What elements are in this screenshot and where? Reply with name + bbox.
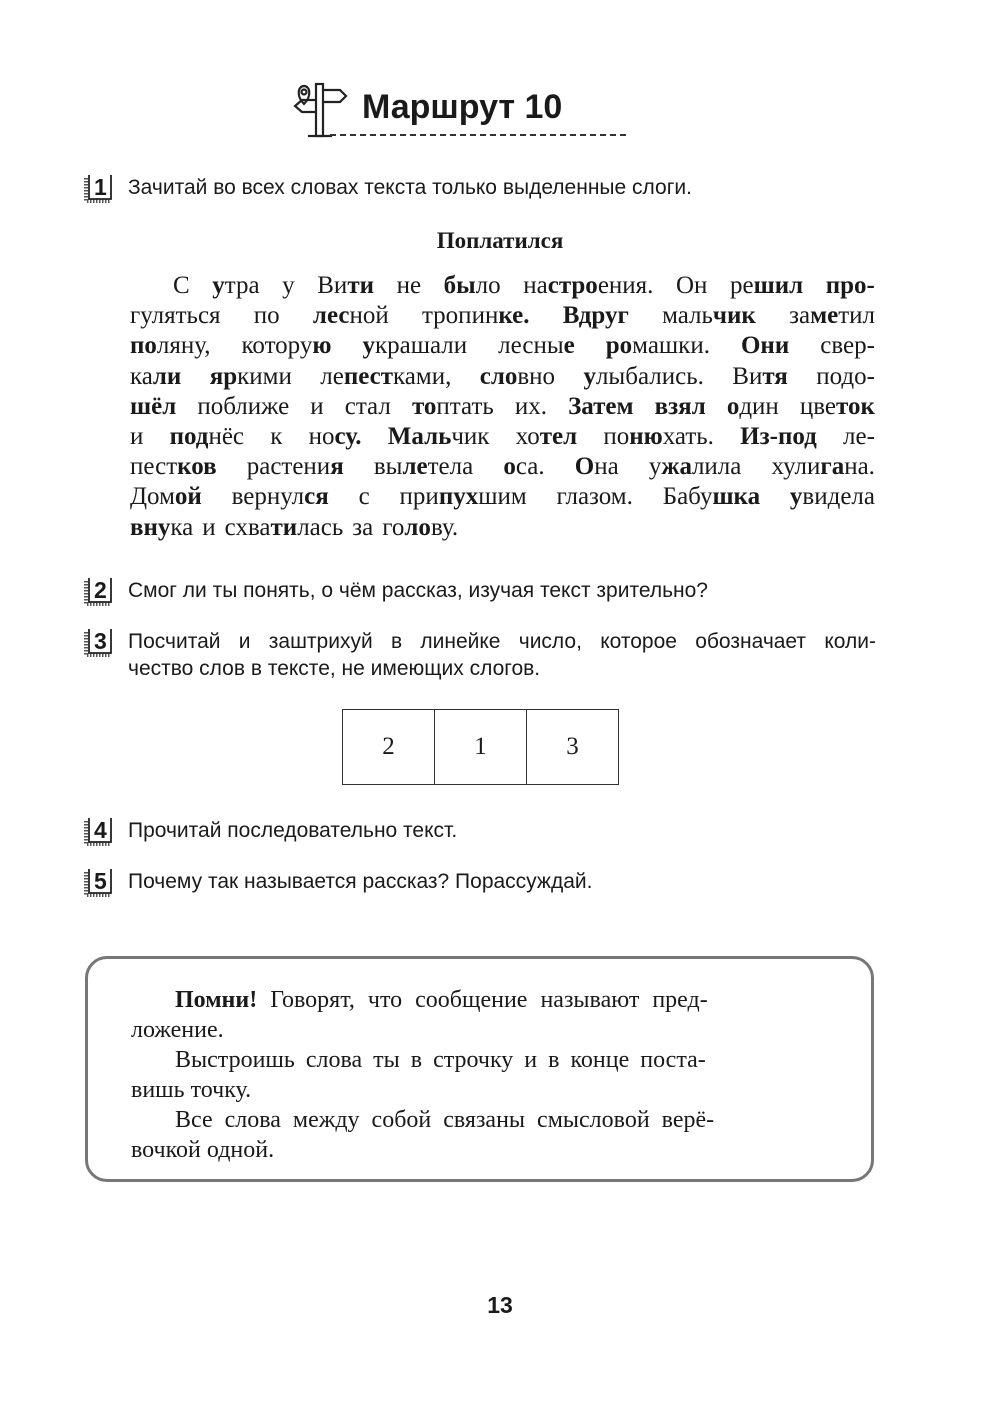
title-underline xyxy=(330,134,626,136)
story-word xyxy=(727,392,779,422)
story-word xyxy=(603,422,714,452)
story-word xyxy=(212,271,259,301)
highlighted-syllable: стро xyxy=(547,272,598,299)
story-word xyxy=(320,362,451,392)
remember-text: Говорят, что сообщение называют пред- xyxy=(270,987,708,1013)
task-number: 3 xyxy=(94,628,107,654)
remember-text: вочкой одной. xyxy=(131,1137,275,1163)
plain-syllable: гуляться xyxy=(130,302,221,330)
story-word xyxy=(374,452,473,482)
story-word xyxy=(655,392,706,422)
plain-syllable: за xyxy=(789,302,811,330)
plain-syllable: Он xyxy=(676,272,708,299)
highlighted-syllable: яр xyxy=(209,362,238,390)
highlighted-syllable: е xyxy=(563,332,575,360)
story-word xyxy=(563,301,629,331)
plain-syllable: ка xyxy=(130,362,153,390)
plain-syllable: на. xyxy=(844,453,875,481)
story-word xyxy=(606,331,710,361)
plain-syllable: к xyxy=(270,423,283,451)
remember-text: ложение. xyxy=(131,1017,224,1043)
story-word xyxy=(352,513,373,543)
task-number: 1 xyxy=(94,174,107,200)
story-word xyxy=(741,331,789,361)
story-line xyxy=(130,301,875,331)
story-word xyxy=(732,362,788,392)
plain-syllable: тропин xyxy=(421,302,499,330)
highlighted-syllable: у xyxy=(789,483,803,511)
page-number: 13 xyxy=(487,1292,513,1318)
plain-syllable: цве xyxy=(799,392,837,420)
story-word xyxy=(362,331,467,361)
highlighted-syllable: ле xyxy=(402,453,428,481)
remember-text: Выстроишь слова ты в строчку и в конце поста- xyxy=(175,1047,706,1073)
plain-syllable: у xyxy=(282,272,295,299)
task-number: 5 xyxy=(94,868,107,894)
story-line xyxy=(130,452,875,482)
highlighted-syllable: о xyxy=(503,453,516,481)
story-word xyxy=(247,452,344,482)
story-word xyxy=(422,301,530,331)
plain-syllable: ками, xyxy=(393,362,452,390)
signpost-icon xyxy=(290,82,350,140)
highlighted-syllable: ти xyxy=(347,272,374,299)
highlighted-syllable: ли xyxy=(152,362,182,390)
highlighted-syllable: взял xyxy=(654,392,706,420)
plain-syllable: тела xyxy=(427,453,474,481)
highlighted-syllable: сло xyxy=(479,362,518,390)
plain-syllable: на xyxy=(594,453,619,481)
route-header xyxy=(290,82,630,142)
story-word xyxy=(568,392,633,422)
story-word xyxy=(676,271,707,301)
plain-syllable: Дом xyxy=(130,483,175,511)
story-word xyxy=(498,331,575,361)
story-text xyxy=(130,271,875,543)
highlighted-syllable: пух xyxy=(438,483,479,511)
highlighted-syllable: ке. xyxy=(498,302,530,330)
remember-text: Все слова между собой связаны смысловой верё- xyxy=(175,1107,715,1133)
number-cell[interactable]: 2 xyxy=(343,710,435,785)
story-word xyxy=(523,271,653,301)
plain-syllable: ре xyxy=(730,272,754,299)
story-line xyxy=(130,271,875,301)
task-text-line-1 xyxy=(128,628,876,655)
plain-syllable: маль xyxy=(662,302,713,330)
task-number: 4 xyxy=(94,817,107,843)
story-word xyxy=(130,482,202,512)
number-cell[interactable]: 3 xyxy=(527,710,619,785)
story-word xyxy=(317,271,374,301)
task-word: заштрихуй xyxy=(268,630,373,653)
highlighted-syllable: ой xyxy=(174,483,202,511)
story-line xyxy=(130,362,875,392)
story-word xyxy=(130,362,181,392)
remember-text: вишь точку. xyxy=(131,1077,252,1103)
highlighted-syllable: су. xyxy=(334,423,362,451)
highlighted-syllable: шёл xyxy=(130,392,177,420)
highlighted-syllable: ти xyxy=(270,513,298,541)
plain-syllable: дин xyxy=(739,392,779,420)
plain-syllable: ло xyxy=(475,272,501,299)
plain-syllable: хули xyxy=(771,453,821,481)
highlighted-syllable: то xyxy=(411,392,437,420)
story-word xyxy=(130,452,217,482)
story-word xyxy=(820,331,875,361)
plain-syllable: растени xyxy=(246,453,331,481)
plain-syllable: лыбались. xyxy=(595,362,704,390)
plain-syllable: тра xyxy=(224,272,260,299)
highlighted-syllable: о xyxy=(726,392,740,420)
plain-syllable: го xyxy=(382,513,405,541)
story-word xyxy=(282,271,295,301)
plain-syllable: тил xyxy=(838,302,875,330)
plain-syllable: схва xyxy=(224,513,271,541)
story-word xyxy=(130,513,193,543)
plain-syllable: с xyxy=(358,483,370,511)
plain-syllable: Ви xyxy=(317,272,348,299)
page-title: Маршрут 10 xyxy=(362,88,563,126)
story-word xyxy=(557,482,633,512)
highlighted-syllable: Из-под xyxy=(740,423,817,451)
story-title: Поплатился xyxy=(436,228,564,253)
story-line xyxy=(130,482,875,512)
story-word xyxy=(515,392,547,422)
plain-syllable: нёс xyxy=(208,423,245,451)
story-line xyxy=(130,422,875,452)
story-word xyxy=(242,331,332,361)
plain-syllable: стал xyxy=(344,392,391,420)
plain-syllable: их. xyxy=(514,392,547,420)
plain-syllable: пест xyxy=(130,453,178,481)
story-word xyxy=(649,452,742,482)
story-word xyxy=(400,482,527,512)
story-word xyxy=(345,392,391,422)
story-word xyxy=(210,362,292,392)
highlighted-syllable: Вдруг xyxy=(562,302,629,330)
highlighted-syllable: я xyxy=(330,453,344,481)
task-text-line xyxy=(128,628,876,655)
story-word xyxy=(789,301,875,331)
plain-syllable: хо xyxy=(515,423,540,451)
plain-syllable: Бабу xyxy=(662,483,713,511)
plain-syllable: свер- xyxy=(820,332,875,360)
task-text: Почему так называется рассказ? Порассуждай. xyxy=(128,870,593,893)
plain-syllable: у xyxy=(648,453,662,481)
task-word: и xyxy=(238,630,251,653)
plain-syllable: ву. xyxy=(430,513,459,541)
story-word xyxy=(270,422,282,452)
story-word xyxy=(772,452,875,482)
story-word xyxy=(843,422,875,452)
story-word xyxy=(310,392,323,422)
highlighted-syllable: под xyxy=(169,423,209,451)
highlighted-syllable: ме xyxy=(810,302,839,330)
plain-syllable: С xyxy=(173,272,190,299)
story-word xyxy=(444,271,501,301)
task-word: число, xyxy=(518,630,582,653)
story-word xyxy=(503,452,544,482)
story-word xyxy=(663,482,760,512)
story-word xyxy=(254,301,280,331)
plain-syllable: ле xyxy=(320,362,344,390)
plain-syllable: и xyxy=(310,392,324,420)
story-word xyxy=(730,271,803,301)
task-text-line-2: чество слов в тексте, не имеющих слогов. xyxy=(128,657,541,680)
highlighted-syllable: ню xyxy=(629,423,663,451)
story-word xyxy=(790,482,875,512)
plain-syllable: по xyxy=(603,423,630,451)
plain-syllable: и xyxy=(202,513,216,541)
plain-syllable: лила xyxy=(691,453,742,481)
plain-syllable: ле- xyxy=(843,423,875,451)
plain-syllable: шим xyxy=(478,483,527,511)
story-word xyxy=(173,271,190,301)
plain-syllable: видела xyxy=(802,483,875,511)
highlighted-syllable: ю xyxy=(312,332,332,360)
plain-syllable: за xyxy=(352,513,374,541)
plain-syllable: вы xyxy=(373,453,403,481)
highlighted-syllable: про- xyxy=(825,272,875,299)
highlighted-syllable: у xyxy=(212,272,225,299)
remember-label: Помни! xyxy=(175,987,258,1013)
highlighted-syllable: га xyxy=(820,453,845,481)
task-text: Зачитай во всех словах текста только выделенные слоги. xyxy=(128,176,692,199)
task-word: в xyxy=(390,630,403,653)
plain-syllable: ка xyxy=(170,513,194,541)
story-word xyxy=(826,271,875,301)
task-text: Прочитай последовательно текст. xyxy=(128,819,458,842)
plain-syllable: и xyxy=(130,423,144,451)
plain-syllable: ляну, xyxy=(156,332,211,360)
plain-syllable: кими xyxy=(237,362,292,390)
story-word xyxy=(583,362,703,392)
story-word xyxy=(662,301,756,331)
plain-syllable: машки. xyxy=(632,332,710,360)
plain-syllable: поближе xyxy=(197,392,290,420)
remember-paragraph-3 xyxy=(131,1105,831,1165)
plain-syllable: са. xyxy=(515,453,545,481)
task-text: Смог ли ты понять, о чём рассказ, изучая текст зрительно? xyxy=(128,579,708,602)
plain-syllable: котору xyxy=(241,332,313,360)
highlighted-syllable: тя xyxy=(762,362,788,390)
story-word xyxy=(480,362,555,392)
highlighted-syllable: жа xyxy=(661,453,692,481)
story-line xyxy=(130,331,875,361)
task-number: 2 xyxy=(94,577,107,603)
plain-syllable: ной xyxy=(349,302,389,330)
highlighted-syllable: Они xyxy=(740,332,790,360)
story-word xyxy=(170,422,244,452)
highlighted-syllable: у xyxy=(583,362,596,390)
plain-syllable: не xyxy=(396,272,422,299)
task-word: Посчитай xyxy=(128,630,221,653)
highlighted-syllable: бы xyxy=(443,272,476,299)
plain-syllable: хать. xyxy=(662,423,714,451)
plain-syllable: Ви xyxy=(732,362,763,390)
story-word xyxy=(130,301,221,331)
highlighted-syllable: ся xyxy=(304,483,329,511)
story-word xyxy=(388,422,490,452)
story-word xyxy=(232,482,329,512)
plain-syllable: но xyxy=(308,423,335,451)
remember-paragraph-2 xyxy=(131,1045,831,1105)
story-word xyxy=(412,392,494,422)
highlighted-syllable: Маль xyxy=(387,423,452,451)
highlighted-syllable: пест xyxy=(343,362,394,390)
story-word xyxy=(130,422,143,452)
story-word xyxy=(309,422,362,452)
plain-syllable: лесны xyxy=(498,332,564,360)
highlighted-syllable: ток xyxy=(836,392,875,420)
highlighted-syllable: ло xyxy=(404,513,431,541)
task-word: линейке xyxy=(420,630,501,653)
story-word xyxy=(575,452,619,482)
remember-line xyxy=(131,985,831,1015)
number-cell[interactable]: 1 xyxy=(435,710,527,785)
plain-syllable: чик xyxy=(451,423,490,451)
plain-syllable: при xyxy=(399,483,439,511)
highlighted-syllable: шил xyxy=(753,272,804,299)
highlighted-syllable: лес xyxy=(312,302,350,330)
story-line xyxy=(130,392,875,422)
story-word xyxy=(382,513,458,543)
highlighted-syllable: тел xyxy=(539,423,578,451)
story-word xyxy=(800,392,875,422)
highlighted-syllable: ро xyxy=(605,332,633,360)
story-word xyxy=(740,422,817,452)
plain-syllable: вернул xyxy=(231,483,305,511)
story-word xyxy=(816,362,875,392)
story-word xyxy=(197,392,289,422)
task-word: которое xyxy=(600,630,677,653)
plain-syllable: крашали xyxy=(374,332,468,360)
plain-syllable: лась xyxy=(297,513,344,541)
remember-paragraph-1 xyxy=(131,985,831,1045)
story-word xyxy=(130,392,176,422)
highlighted-syllable: О xyxy=(574,453,595,481)
story-line xyxy=(130,513,875,543)
plain-syllable: глазом. xyxy=(556,483,633,511)
story-word xyxy=(359,482,370,512)
highlighted-syllable: вну xyxy=(130,513,171,541)
story-word xyxy=(202,513,215,543)
highlighted-syllable: Затем xyxy=(568,392,634,420)
story-word xyxy=(130,331,211,361)
story-word xyxy=(516,422,577,452)
plain-syllable: вно xyxy=(517,362,556,390)
highlighted-syllable: шка xyxy=(712,483,761,511)
highlighted-syllable: у xyxy=(362,332,375,360)
remember-box xyxy=(85,956,874,1182)
task-word: коли- xyxy=(824,630,876,653)
task-text xyxy=(128,628,878,682)
highlighted-syllable: ков xyxy=(177,453,217,481)
number-line xyxy=(342,709,619,785)
plain-syllable: птать xyxy=(436,392,494,420)
story-word xyxy=(313,301,389,331)
plain-syllable: ения. xyxy=(597,272,654,299)
plain-syllable: подо- xyxy=(816,362,875,390)
highlighted-syllable: чик xyxy=(712,302,756,330)
story-word xyxy=(225,513,344,543)
story-word xyxy=(397,271,421,301)
plain-syllable: на xyxy=(523,272,548,299)
highlighted-syllable: по xyxy=(130,332,157,360)
plain-syllable: по xyxy=(253,302,280,330)
task-word: обозначает xyxy=(695,630,807,653)
